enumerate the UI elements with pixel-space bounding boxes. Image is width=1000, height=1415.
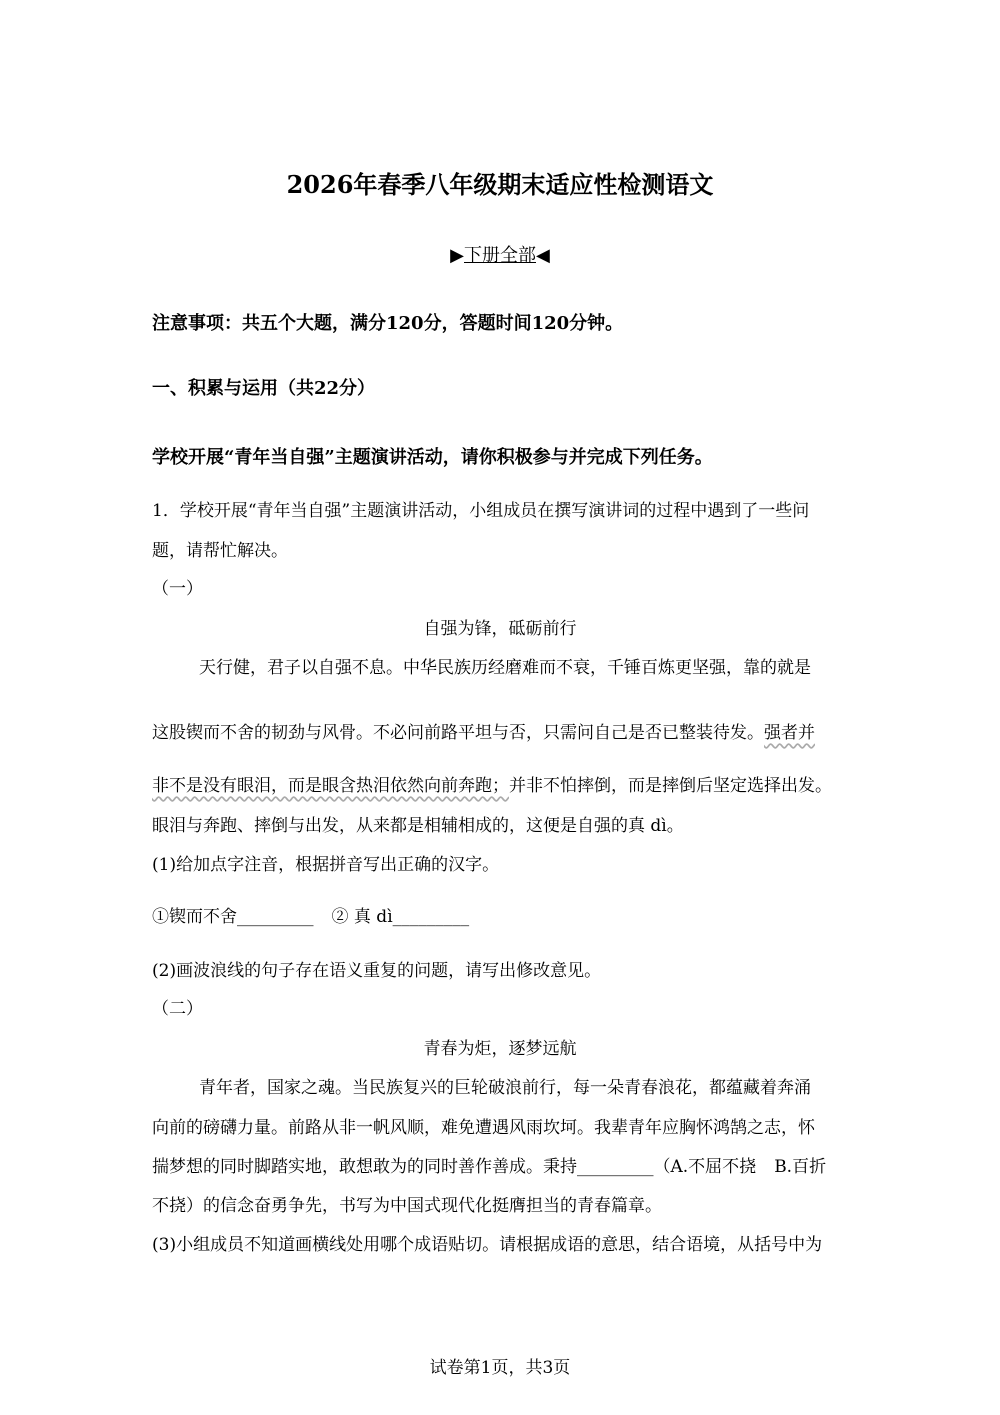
exam-title: 2026年春季八年级期末适应性检测语文	[286, 170, 714, 199]
page-footer: 试卷第1页，共3页	[429, 1358, 571, 1378]
part-1-article-title: 自强为锋，砥砺前行	[423, 619, 577, 639]
blank-a-label: ①锲而不舍	[152, 907, 237, 927]
section-heading: 一、积累与运用（共22分）	[152, 378, 376, 399]
answer-blank-idiom[interactable]: _________	[577, 1157, 654, 1177]
part-1-paragraph-line3: 非不是没有眼泪，而是眼含热泪依然向前奔跑；并非不怕摔倒，而是摔倒后坚定选择出发。	[152, 776, 832, 796]
part-2-paragraph-line2: 向前的磅礴力量。前路从非一帆风顺，难免遭遇风雨坎坷。我辈青年应胸怀鸿鹄之志，怀	[152, 1118, 815, 1138]
question-1-line1: 1．学校开展“青年当自强”主题演讲活动，小组成员在撰写演讲词的过程中遇到了一些问	[152, 501, 810, 521]
section-task: 学校开展“青年当自强”主题演讲活动，请你积极参与并完成下列任务。	[152, 447, 713, 468]
play-left-icon: ◀	[536, 245, 550, 266]
part-1-paragraph-line4: 眼泪与奔跑、摔倒与出发，从来都是相辅相成的，这便是自强的真 dì。	[152, 816, 684, 836]
dotted-character: 锲	[186, 723, 203, 743]
option-a: （A.不屈不挠	[653, 1157, 757, 1177]
question-1-line2: 题，请帮忙解决。	[152, 541, 288, 561]
part-1-label: （一）	[152, 579, 203, 599]
part-2-label: （二）	[152, 999, 203, 1019]
scope-selector	[0, 245, 1000, 267]
part-1-paragraph-line1: 天行健，君子以自强不息。中华民族历经磨难而不衰，千锤百炼更坚强，靠的就是	[199, 658, 811, 678]
part-2-paragraph-line1: 青年者，国家之魂。当民族复兴的巨轮破浪前行，每一朵青春浪花，都蕴藏着奔涌	[199, 1078, 811, 1098]
answer-blank-b[interactable]: _________	[392, 907, 470, 927]
answer-blanks-row	[152, 906, 469, 928]
part-2-article-title: 青春为炬，逐梦远航	[423, 1039, 577, 1059]
sub-question-2: (2)画波浪线的句子存在语义重复的问题，请写出修改意见。	[152, 961, 602, 981]
part-1-paragraph-line2: 这股锲而不舍的韧劲与风骨。不必问前路平坦与否，只需问自己是否已整装待发。强者并	[152, 723, 815, 743]
part-2-paragraph-line4: 不挠）的信念奋勇争先，书写为中国式现代化挺膺担当的青春篇章。	[152, 1196, 662, 1216]
sub-question-1: (1)给加点字注音，根据拼音写出正确的汉字。	[152, 855, 500, 875]
play-right-icon: ▶	[450, 245, 464, 266]
scope-link[interactable]: 下册全部	[464, 245, 536, 266]
sub-question-3: (3)小组成员不知道画横线处用哪个成语贴切。请根据成语的意思，结合语境，从括号中为	[152, 1235, 823, 1255]
part-2-paragraph-line3: 揣梦想的同时脚踏实地，敢想敢为的同时善作善成。秉持_________（A.不屈不挠 B.百折	[152, 1157, 827, 1177]
exam-notice: 注意事项：共五个大题，满分120分，答题时间120分钟。	[152, 313, 624, 334]
wavy-sentence-start: 强者并	[764, 723, 815, 743]
blank-b-label: ② 真 dì	[331, 907, 393, 927]
wavy-sentence-end: 非不是没有眼泪，而是眼含热泪依然向前奔跑；	[152, 776, 509, 796]
answer-blank-a[interactable]: _________	[237, 907, 314, 927]
option-b: B.百折	[774, 1157, 827, 1177]
